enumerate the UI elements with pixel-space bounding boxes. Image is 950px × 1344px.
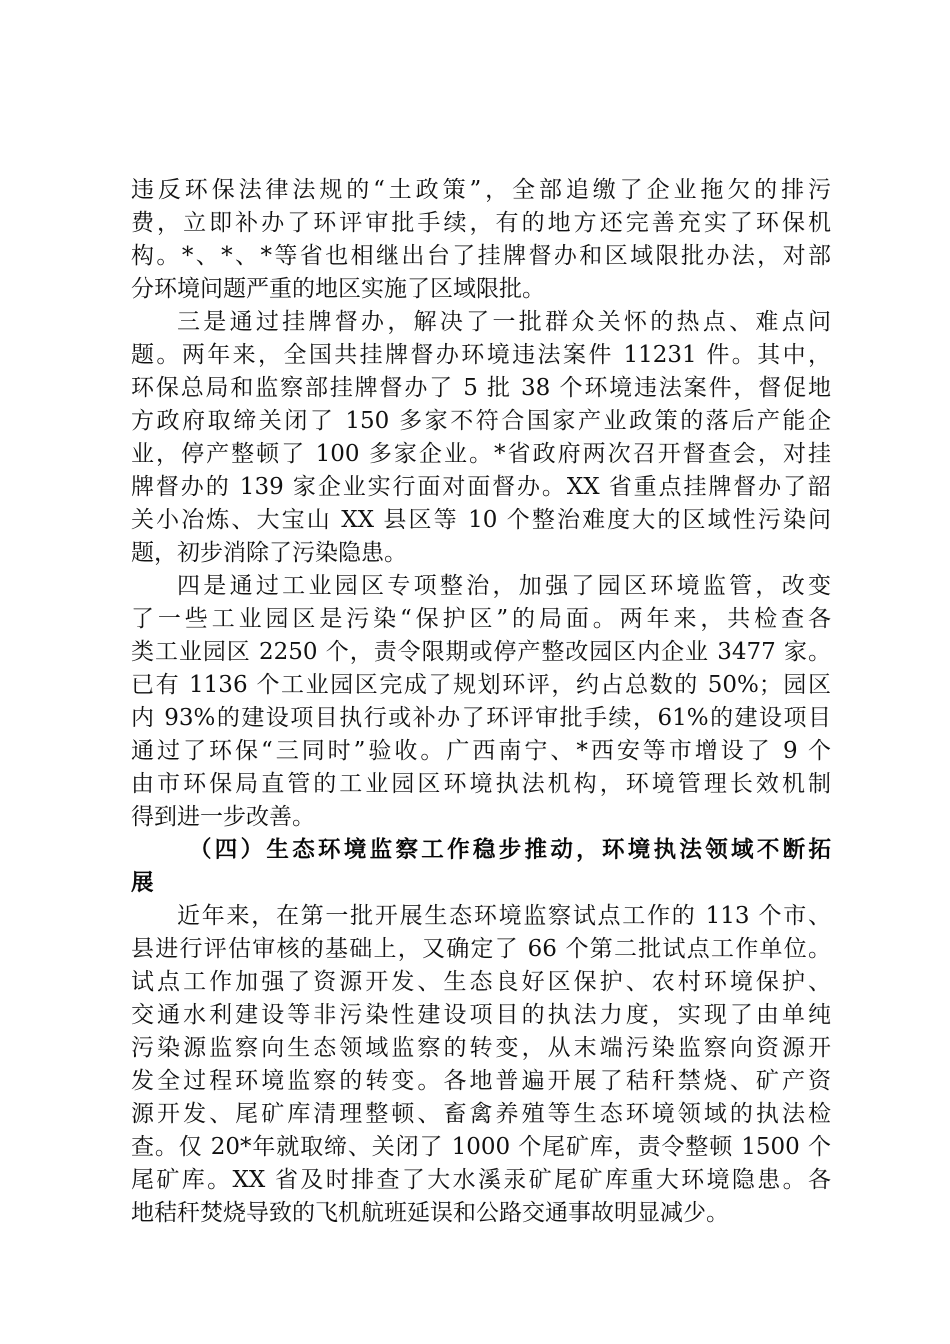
text-line: 方政府取缔关闭了 150 多家不符合国家产业政策的落后产能企 — [131, 408, 831, 434]
paragraph-industrial-parks — [131, 570, 831, 834]
paragraph-listed-supervision — [131, 306, 831, 570]
text-line: 违反环保法律法规的“土政策”，全部追缴了企业拖欠的排污 — [131, 177, 831, 203]
text-line: 源开发、尾矿库清理整顿、畜禽养殖等生态环境领域的执法检 — [131, 1101, 831, 1127]
text-line: 题。两年来，全国共挂牌督办环境违法案件 11231 件。其中， — [131, 342, 831, 368]
text-line: 通过了环保“三同时”验收。广西南宁、*西安等市增设了 9 个 — [131, 738, 831, 764]
text-line: 构。*、*、*等省也相继出台了挂牌督办和区域限批办法，对部 — [131, 243, 831, 269]
paragraph-local-policy-cleanup — [131, 174, 831, 306]
document-body — [131, 174, 831, 1230]
text-line: 县进行评估审核的基础上，又确定了 66 个第二批试点工作单位。 — [131, 936, 831, 962]
text-line: 尾矿库。XX 省及时排查了大水溪汞矿尾矿库重大环境隐患。各 — [131, 1167, 831, 1193]
text-line: 交通水利建设等非污染性建设项目的执法力度，实现了由单纯 — [131, 1002, 831, 1028]
text-line: 分环境问题严重的地区实施了区域限批。 — [131, 276, 545, 302]
text-line: 近年来，在第一批开展生态环境监察试点工作的 113 个市、 — [177, 903, 831, 929]
text-line: 费，立即补办了环评审批手续，有的地方还完善充实了环保机 — [131, 210, 831, 236]
text-line: 了一些工业园区是污染“保护区”的局面。两年来，共检查各 — [131, 606, 831, 632]
text-line: 得到进一步改善。 — [131, 804, 315, 830]
text-line: 关小冶炼、大宝山 XX 县区等 10 个整治难度大的区域性污染问 — [131, 507, 831, 533]
heading-line: （四）生态环境监察工作稳步推动，环境执法领域不断拓 — [189, 837, 831, 863]
text-line: 环保总局和监察部挂牌督办了 5 批 38 个环境违法案件，督促地 — [131, 375, 831, 401]
text-line: 地秸秆焚烧导致的飞机航班延误和公路交通事故明显减少。 — [131, 1200, 729, 1226]
text-line: 已有 1136 个工业园区完成了规划环评，约占总数的 50%；园区 — [131, 672, 831, 698]
text-line: 由市环保局直管的工业园区环境执法机构，环境管理长效机制 — [131, 771, 831, 797]
text-line: 内 93%的建设项目执行或补办了环评审批手续，61%的建设项目 — [131, 705, 831, 731]
text-line: 查。仅 20*年就取缔、关闭了 1000 个尾矿库，责令整顿 1500 个 — [131, 1134, 831, 1160]
text-line: 三是通过挂牌督办，解决了一批群众关怀的热点、难点问 — [177, 309, 831, 335]
text-line: 发全过程环境监察的转变。各地普遍开展了秸秆禁烧、矿产资 — [131, 1068, 831, 1094]
text-line: 试点工作加强了资源开发、生态良好区保护、农村环境保护、 — [131, 969, 831, 995]
text-line: 牌督办的 139 家企业实行面对面督办。XX 省重点挂牌督办了韶 — [131, 474, 831, 500]
text-line: 业，停产整顿了 100 多家企业。*省政府两次召开督查会，对挂 — [131, 441, 831, 467]
text-line: 类工业园区 2250 个，责令限期或停产整改园区内企业 3477 家。 — [131, 639, 831, 665]
paragraph-ecological-supervision — [131, 900, 831, 1230]
heading-line: 展 — [131, 870, 154, 896]
text-line: 污染源监察向生态领域监察的转变，从末端污染监察向资源开 — [131, 1035, 831, 1061]
text-line: 题，初步消除了污染隐患。 — [131, 540, 407, 566]
text-line: 四是通过工业园区专项整治，加强了园区环境监管，改变 — [177, 573, 831, 599]
section-heading — [131, 834, 831, 900]
